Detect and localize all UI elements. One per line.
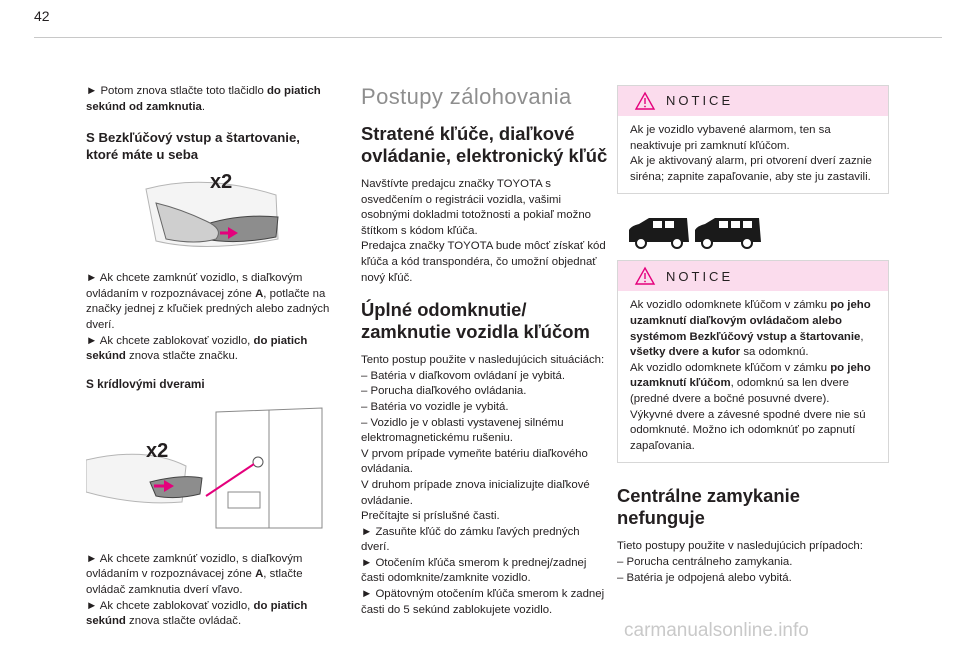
list-item: – Batéria je odpojená alebo vybitá. [617, 571, 792, 584]
p1-text-b: , potlačte na značky jednej z kľučiek predných alebo zadných dverí. [86, 287, 330, 331]
watermark: carmanualsonline.info [624, 620, 809, 641]
notice-text: Výkyvné dvere a závesné spodné dvere nie sú odomknuté. Možno ich odomknúť po zapnutí zapaľovania. [630, 408, 866, 452]
wing-deadlock-instruction [86, 599, 334, 630]
notice2-c: , [860, 330, 864, 343]
intro-text: Potom znova stlačte toto tlačidlo [97, 85, 267, 97]
wing-lock-instruction [86, 552, 334, 599]
notice-label: NOTICE [666, 268, 734, 284]
notice-text [630, 298, 878, 360]
notice-header [618, 261, 888, 291]
step-item: ► Opätovným otočením kľúča smerom k zadnej časti do 5 sekúnd zablokujete vozidlo. [361, 588, 605, 616]
notice-body [618, 116, 888, 193]
notice-text [630, 361, 878, 408]
keyless-lock-instruction [86, 271, 334, 333]
list-item: – Batéria v diaľkovom ovládaní je vybitá. [361, 369, 566, 382]
heading-keyless: S Bezkľúčový vstup a štartovanie, ktoré máte u seba [86, 130, 300, 163]
key-unlock-p3: Prečítajte si príslušné časti. [361, 510, 500, 523]
warning-triangle-icon [634, 91, 656, 111]
section-title: Postupy zálohovania [361, 84, 572, 109]
key-unlock-intro: Tento postup použite v nasledujúcich situáciách: [361, 354, 605, 367]
lost-keys-body-2: Predajca značky TOYOTA bude môcť získať kód kľúča a kód transpondéra, čo umožní objednať nový kľúč. [361, 240, 606, 284]
key-unlock-p1: V prvom prípade vymeňte batériu diaľkového ovládania. [361, 447, 588, 476]
list-item: – Porucha centrálneho zamykania. [617, 555, 793, 568]
p2-bold: do piatich sekúnd [86, 599, 308, 628]
notice2-f: Ak vozidlo odomknete kľúčom v zámku [630, 361, 831, 374]
column-left [86, 84, 334, 630]
notice-label: NOTICE [666, 93, 734, 109]
step-item: ► Otočením kľúča smerom k prednej/zadnej časti odomknite/zamknite vozidlo. [361, 556, 587, 585]
heading-central-locking: Centrálne zamykanie nefunguje [617, 485, 800, 529]
notice-box-alarm [617, 85, 889, 194]
zone-label: A [255, 287, 264, 300]
intro-paragraph [86, 84, 334, 115]
zone-label-2: A [255, 568, 264, 581]
notice2-d: všetky dvere a kufor [630, 346, 741, 359]
notice2-e: sa odomknú. [740, 346, 809, 359]
p2-text-c: ► Ak chcete zablokovať vozidlo, [86, 599, 254, 612]
list-item: – Porucha diaľkového ovládania. [361, 385, 527, 398]
column-middle [361, 84, 609, 618]
arrow-icon: ► [86, 85, 98, 97]
vehicle-icons [617, 204, 889, 256]
keyless-deadlock-instruction [86, 334, 334, 365]
step-item: ► Zasuňte kľúč do zámku ľavých predných dverí. [361, 525, 580, 554]
header-divider [34, 37, 942, 38]
van-icon [625, 214, 765, 254]
notice2-g: po jeho uzamknutí kľúčom [630, 361, 871, 390]
notice-box-unlock [617, 260, 889, 463]
wing-doors-illustration [86, 406, 334, 532]
notice-text: Ak je vozidlo vybavené alarmom, ten sa neaktivuje pri zamknutí kľúčom. [630, 124, 831, 152]
p2-text-d: znova stlačte ovládač. [125, 615, 242, 628]
heading-key-unlock: Úplné odomknutie/ zamknutie vozidla kľúčom [361, 299, 590, 343]
notice-header [618, 86, 888, 116]
lost-keys-body: Navštívte predajcu značky TOYOTA s osvedčením o registrácii vozidla, vašimi osobnými dokladmi totožnosti a pokiaľ možno štítkom s kódom kľúča. [361, 178, 591, 237]
x2-label-2: x2 [146, 439, 169, 462]
notice2-h: , odomknú sa len dvere (predné dvere a bočné posuvné dvere). [630, 377, 849, 405]
wing-door-hand-icon [86, 406, 334, 532]
page-number: 42 [34, 8, 50, 24]
key-unlock-p2: V druhom prípade znova inicializujte diaľkové ovládanie. [361, 478, 590, 507]
notice-text: Ak je aktivovaný alarm, pri otvorení dverí zaznie siréna; zapnite zapaľovanie, aby ste ju zastavili. [630, 155, 872, 183]
p1-bold: do piatich sekúnd [86, 334, 308, 363]
notice-body [618, 291, 888, 462]
notice2-a: Ak vozidlo odomknete kľúčom v zámku [630, 299, 831, 312]
p1-text-c: ► Ak chcete zablokovať vozidlo, [86, 334, 254, 347]
list-item: – Batéria vo vozidle je vybitá. [361, 400, 509, 413]
central-locking-intro: Tieto postupy použite v nasledujúcich prípadoch: [617, 540, 863, 553]
keyless-handle-illustration [86, 169, 334, 261]
x2-label: x2 [210, 171, 233, 194]
p2-text-a: ► Ak chcete zamknúť vozidlo, s diaľkovým ovládaním v rozpoznávacej zóne [86, 552, 303, 581]
heading-lost-keys: Stratené kľúče, diaľkové ovládanie, elektronický kľúč [361, 123, 608, 166]
warning-triangle-icon [634, 266, 656, 286]
p1-text-a: ► Ak chcete zamknúť vozidlo, s diaľkovým ovládaním v rozpoznávacej zóne [86, 272, 303, 300]
column-right [617, 85, 889, 586]
list-item: – Vozidlo je v oblasti vystavenej silnému elektromagnetickému rušeniu. [361, 416, 564, 445]
intro-bold: do piatich sekúnd od zamknutia [86, 85, 321, 113]
p1-text-d: znova stlačte značku. [125, 350, 238, 363]
p2-text-b: , stlačte ovládač zamknutia dverí vľavo. [86, 568, 303, 596]
heading-wing-doors: S krídlovými dverami [86, 376, 205, 391]
notice2-b: po jeho uzamknutí diaľkovým ovládačom alebo systémom Bezkľúčový vstup a štartovanie [630, 299, 871, 343]
intro-end: . [201, 100, 205, 113]
